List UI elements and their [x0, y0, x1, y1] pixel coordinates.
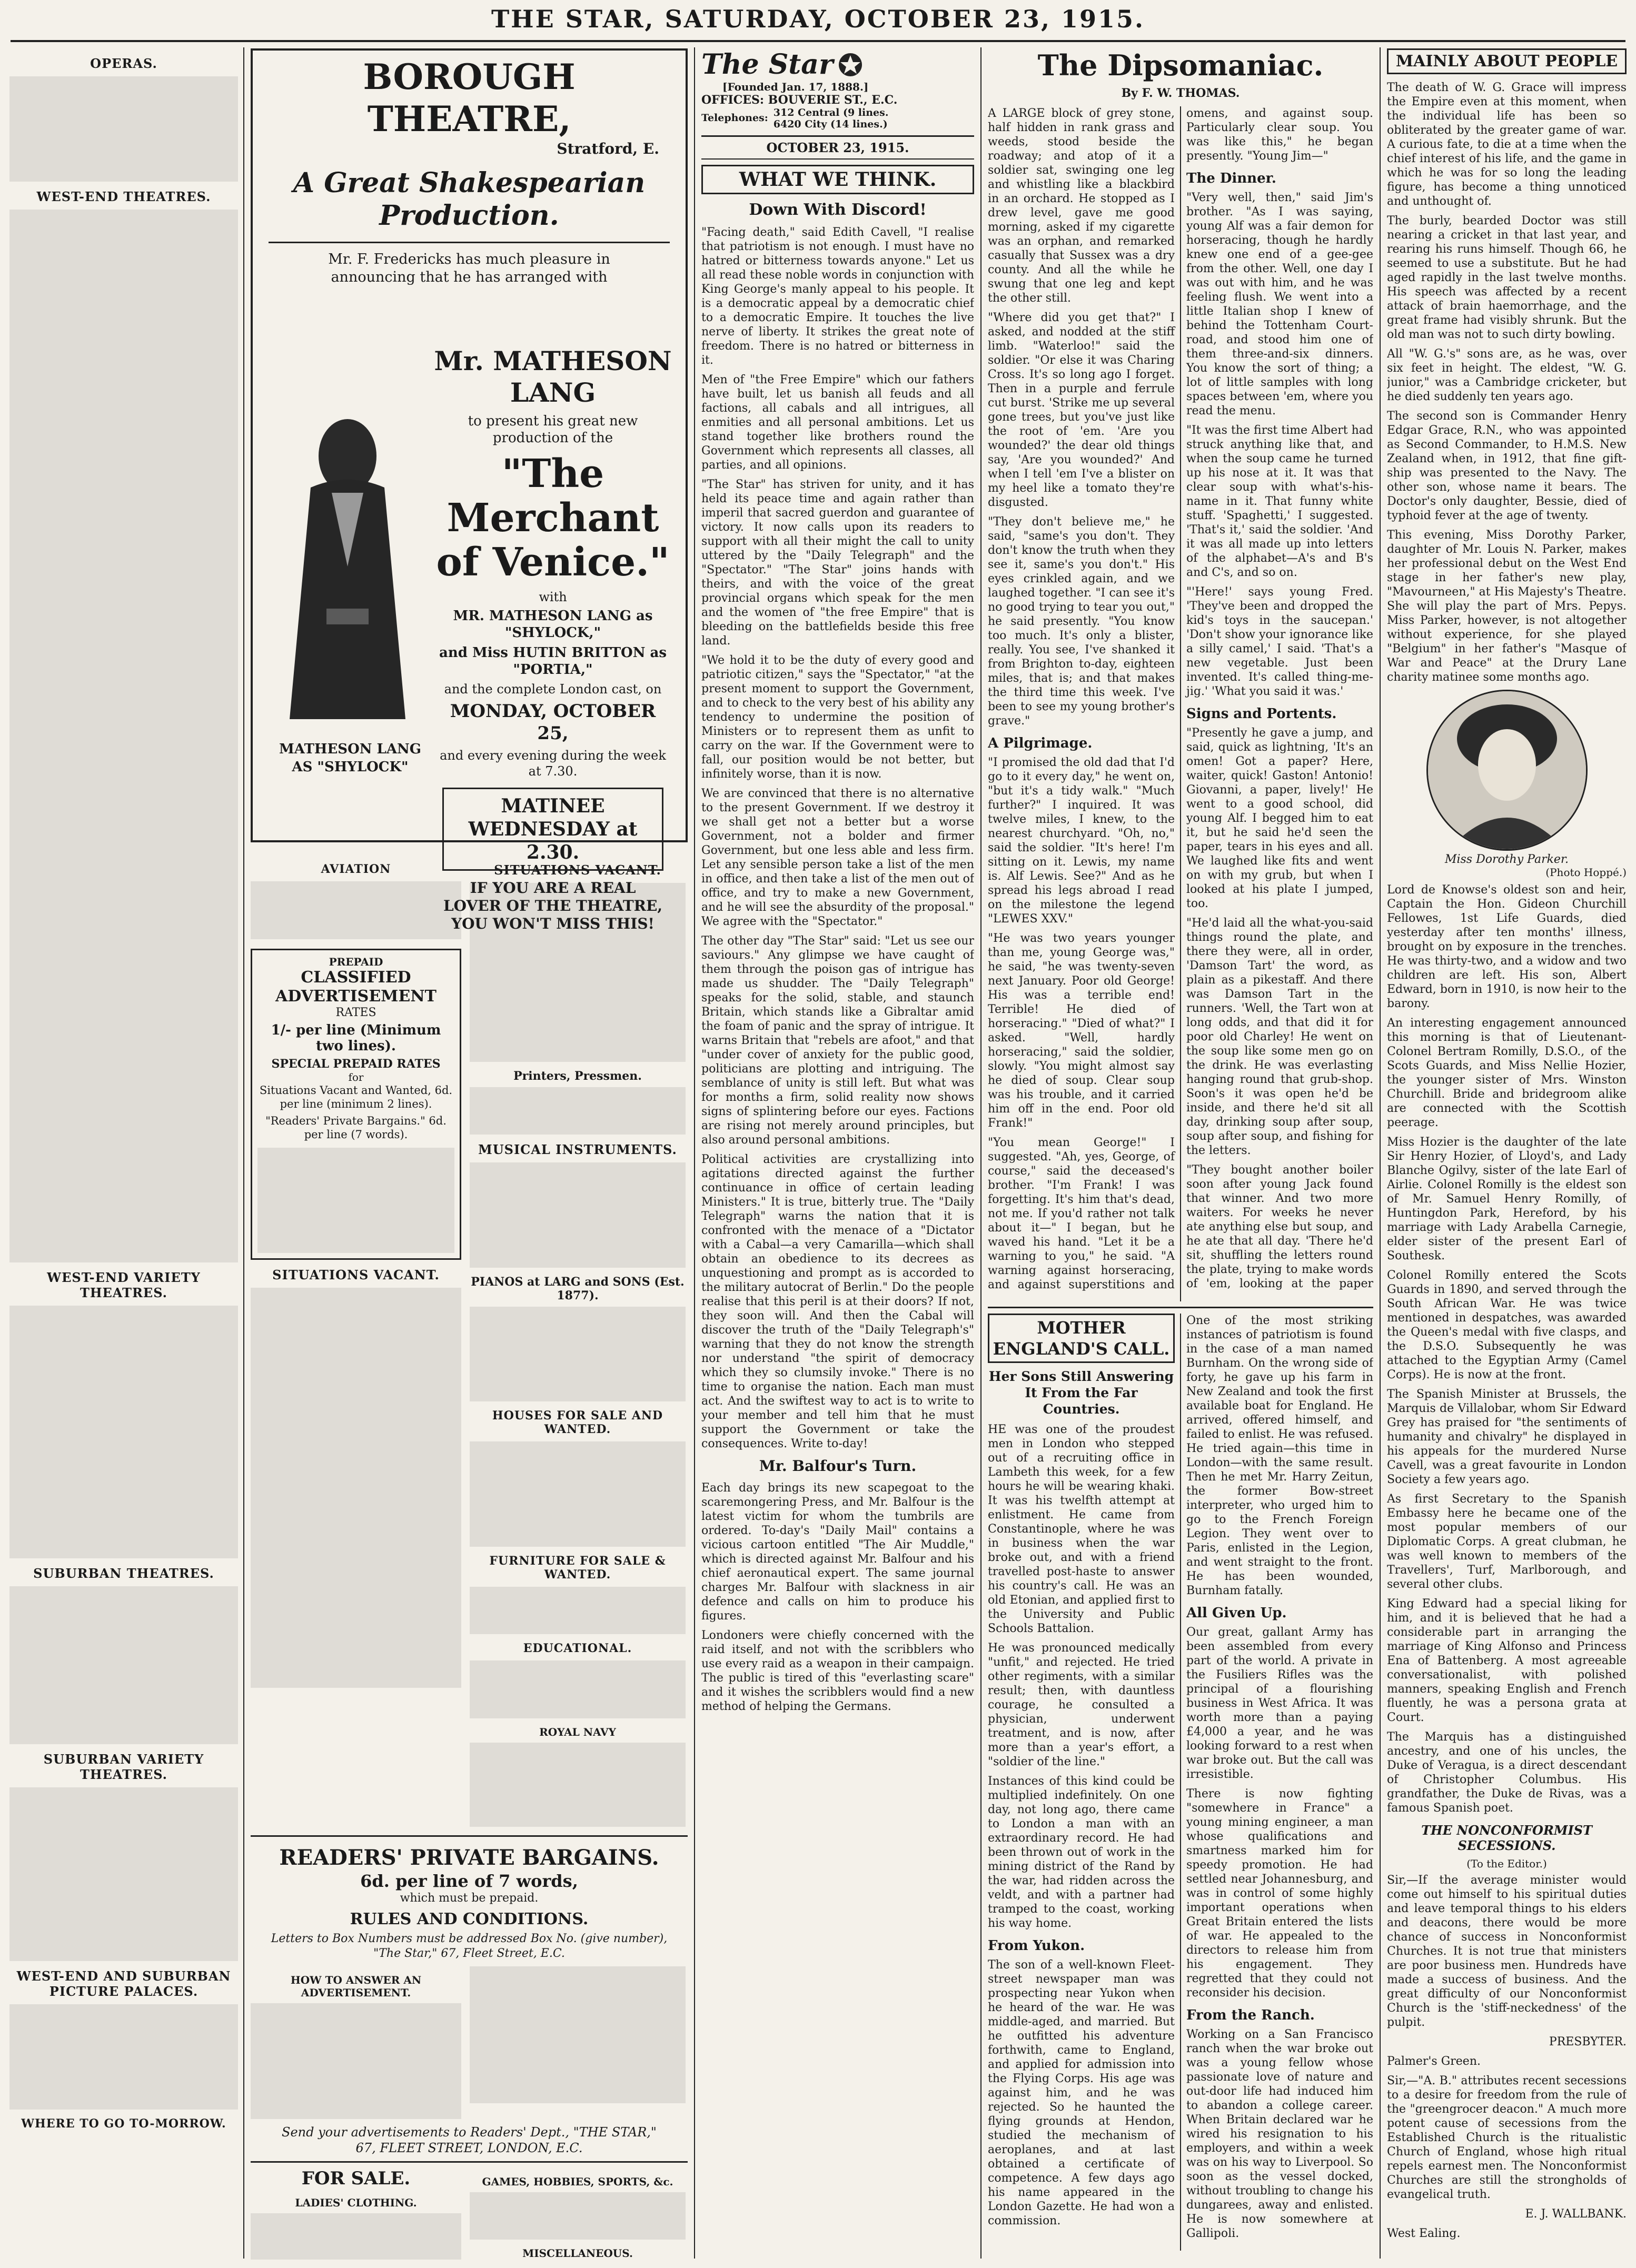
- editorial-paragraph: "The Star" has striven for unity, and it has held its peace time and again rather than imperil that sacred guerdon and guarantee of victory. It now calls upon its readers to support with all their might the call to unity uttered by the "Daily Telegraph" and the "Spectator." "The Star" joins hands with theirs, and with the voice of the great provincial organs which speak for the men and the women of "the free Empire" that is bleeding on the battlefields beside this free land.: [701, 478, 974, 648]
- classified-block: [257, 1148, 454, 1253]
- dipso-paragraph: "You mean George!" I suggested. "Ah, yes, George, of course," said the deceased's brother. "I'm Frank! I was forgetting. It's him that's dead, not me. If you'd rather not talk about it—" I began, but he waved his hand. "Let it be a warning to you," he said. "A warning against horseracing, and against superstitions and omens, and against soup. Particularly clear soup. You was like this," he began presently. "Young Jim—": [988, 107, 1373, 1291]
- signs-subheading: Signs and Portents.: [1186, 706, 1337, 722]
- people-paragraph: Lord de Knowse's oldest son and heir, Captain the Hon. Gideon Churchill Fellowes, 1st Life Guards, died yesterday after ten months' illness, brought on by exposure in the trenches. He was thirty-two, and a widow and two children are left. His son, Albert Edward, born in 1910, is now heir to the barony.: [1387, 883, 1627, 1010]
- dipso-paragraph: A LARGE block of grey stone, half hidden in rank grass and weeds, stood beside the roadway; and atop of it a soldier sat, swinging one leg and whistling like a blackbird in an orchard. He stopped as I drew level, gave me good morning, asked if my cigarette was an orphan, and remarked casually that Sussex was a dry county. And all the while he swung that one leg and kept the other still.: [988, 107, 1175, 305]
- star-telephones: Telephones:: [701, 112, 768, 124]
- mother-paragraph: The son of a well-known Fleet-street newspaper man was prospecting near Yukon when he heard of the war. He was middle-aged, and married. But he outfitted his adventure forthwith, came to England, and applied for admission into the Flying Corps. His age was against him, and he was rejected. So he haunted the flying grounds at Hendon, studied the mechanism of aeroplanes, and at last obtained a certificate of competence. A few days ago his name appeared in the London Gazette. He had won a commission.: [988, 1958, 1175, 2227]
- pilgrimage-subheading: A Pilgrimage.: [988, 735, 1093, 751]
- people-column: [1387, 48, 1627, 2260]
- dipso-paragraph: "He was two years younger than me, young George was," he said, "he was twenty-seven next January. Poor old George! His was a terrible end! Terrible! He died of horseracing." "Died of what?" I asked. "Well, hardly horseracing," said the soldier, slowly. "You might almost say he died of soup. Clear soup was his trouble, and it carried him off in the end. Poor old Frank!": [988, 932, 1175, 1130]
- star-tel2: 6420 City (14 lines.): [773, 118, 888, 130]
- ladies-heading: LADIES' CLOTHING.: [295, 2196, 417, 2209]
- editorial-paragraph: Each day brings its new scapegoat to the scaremongering Press, and Mr. Balfour is the latest victim for whom the tumbrils are ordered. To-day's "Daily Mail" contains a vicious cartoon entitled "The Air Muddle," which is directed against Mr. Balfour and his chief aeronautical expert. The same journal charges Mr. Balfour with slackness in air defence and calls on him to produce his figures.: [701, 1481, 974, 1623]
- borough-intro: Mr. F. Fredericks has much pleasure in announcing that he has arranged with: [328, 251, 610, 285]
- dipso-paragraph: "Presently he gave a jump, and said, quick as lightning, 'It's an omen! Got a paper? Here, waiter, quick! Gaston! Antonio! Giovanni, a paper, lively!' He went to a good school, did young Alf. I begged him to eat it, but he said he'd seen the paper, tears in his eyes and all. We laughed like fits and went on with my grub, but when I looked at his plate I jumped, too.: [1186, 727, 1373, 910]
- letter-signature: E. J. WALLBANK.: [1525, 2207, 1627, 2221]
- shylock-caption: MATHESON LANG AS "SHYLOCK": [279, 741, 421, 775]
- mainly-about-people-heading: MAINLY ABOUT PEOPLE: [1387, 48, 1627, 74]
- classified-block: [470, 1087, 686, 1135]
- operas-heading: OPERAS.: [90, 56, 157, 71]
- mother-paragraph: There is now fighting "somewhere in France" a young mining engineer, a man whose qualifications and smartness marked him for speedy promotion. He had settled near Johannesburg, and was in control of some highly important operations when Great Britain entered the lists of war. He appealed to the directors to release him from his engagement. They regretted that they could not reconsider his decision.: [1186, 1787, 1373, 2000]
- borough-matinee: MATINEE WEDNESDAY at 2.30.: [442, 788, 663, 871]
- nonconformist-to-editor: (To the Editor.): [1466, 1857, 1547, 1870]
- classified-block: [470, 1307, 686, 1401]
- mother-paragraph: HE was one of the proudest men in London who stepped out of a recruiting office in Lambeth this week, for a few hours he will be wearing khaki. It was his twelfth attempt at enlistment. He came from Constantinople, where he was in business when the war broke out, and with a friend travelled post-haste to answer his country's call. He was an old Etonian, and applied first to the University and Public Schools Battalion.: [988, 1423, 1175, 1635]
- borough-tagline: A Great Shakespearian Production.: [293, 167, 646, 232]
- people-paragraph: This evening, Miss Dorothy Parker, daughter of Mr. Louis N. Parker, makes her professional debut on the West End stage in her father's new play, "Mavourneen," at His Majesty's Theatre. She will play the part of Mrs. Pepys. Miss Parker, however, is not altogether without experience, for she played "Belgium" in her father's "Masque of War and Peace" at the Drury Lane charity matinee some months ago.: [1387, 529, 1627, 684]
- send-note: Send your advertisements to Readers' Dept., "THE STAR," 67, FLEET STREET, LONDON, E.C.: [282, 2125, 657, 2155]
- people-paragraph: Colonel Romilly entered the Scots Guards in 1890, and served through the South African War. He was twice mentioned in despatches, was awarded the Queen's medal with five clasps, and the D.S.O. Subsequently he was attached to the Egyptian Army (Camel Corps). He is now at the front.: [1387, 1269, 1627, 1381]
- people-paragraph: As first Secretary to the Spanish Embassy here he became one of the most popular members of our Diplomatic Corps. A great clubman, he was well known to members of the Travellers', Turf, Marlborough, and several other clubs.: [1387, 1493, 1627, 1591]
- letters-note: Letters to Box Numbers must be addressed Box No. (give number), "The Star," 67, Fleet Street, E.C.: [271, 1932, 668, 1960]
- rules-heading: RULES AND CONDITIONS.: [350, 1910, 589, 1928]
- ad-divider: [269, 242, 670, 243]
- listing-block: [9, 210, 238, 1262]
- borough-title: BOROUGH THEATRE,: [363, 56, 576, 140]
- dipso-paragraph: "Where did you get that?" I asked, and nodded at the stiff limb. "Waterloo!" said the soldier. "Or else it was Charing Cross. It's so long ago I forget. Then in a purple and ferrule cut burst. 'Strike me up several gone trees, but you've just like the root of 'em. 'Are you wounded?' the dear old things say, 'Are you wounded?' And when I tell 'em I've a blister on my heel like a tomato they're disgusted.: [988, 311, 1175, 509]
- column-rule: [243, 47, 244, 2259]
- picture-palaces-heading: WEST-END AND SUBURBAN PICTURE PALACES.: [16, 1968, 231, 1999]
- suburban-variety-heading: SUBURBAN VARIETY THEATRES.: [43, 1752, 204, 1782]
- suburban-theatres-heading: SUBURBAN THEATRES.: [33, 1566, 214, 1581]
- what-we-think-heading: WHAT WE THINK.: [701, 165, 974, 194]
- dipso-title: The Dipsomaniac.: [1037, 48, 1324, 82]
- people-paragraph: The burly, bearded Doctor was still nearing a cricket in that last year, and rearing his runs himself. Though 66, he seemed to use a substitute. But he had aged rapidly in the last twelve months. His speech was affected by a recent attack of brain haemorrhage, and the great frame had visibly shrunk. But the old man was not to such dirty bowling.: [1387, 214, 1627, 341]
- for-sale-rule: [251, 2161, 688, 2163]
- star-offices: OFFICES: BOUVERIE ST., E.C.: [701, 93, 898, 107]
- star-tel1: 312 Central (9 lines.: [773, 107, 889, 118]
- bargains-prepaid-note: which must be prepaid.: [400, 1892, 539, 1905]
- classified-block: [470, 2192, 686, 2240]
- people-paragraph: An interesting engagement announced this morning is that of Lieutenant-Colonel Bertram Romilly, D.S.O., of the Scots Guards, and Miss Nellie Hozier, the younger sister of Mrs. Winston Churchill. Bride and bridegroom alike are connected with the Scottish peerage.: [1387, 1017, 1627, 1129]
- yukon-subheading: From Yukon.: [988, 1938, 1085, 1954]
- borough-lover: IF YOU ARE A REAL LOVER OF THE THEATRE, YOU WON'T MISS THIS!: [443, 879, 663, 932]
- mother-paragraph: Our great, gallant Army has been assembled from every part of the world. A private in the Fusiliers Rifles was the principal of a flourishing business in West Africa. It was worth more than a paying £4,000 a year, and he was looking forward to a rest when war broke out. But the call was irresistible.: [1186, 1626, 1373, 1781]
- classified-block: [470, 1587, 686, 1634]
- letter-place: West Ealing.: [1387, 2227, 1461, 2240]
- editorial-paragraph: Political activities are crystallizing into agitations directed against the further continuance in office of certain leading Ministers." It is true, bitterly true. The "Daily Telegraph" warns the nation that it is confronted with the menace of a "Dictator with a Cabal—a very Camarilla—which shall obtain an obedience to its decrees as unquestioning and prompt as is accorded to the military autocrat of Berlin." Do the people realise that this peril is at their doors? If not, they soon will. And then the Cabal will discover the truth of the "Daily Telegraph's" warning that they do not know the strength nor understand "the spirit of democracy which they so clumsily invoke." There is no time to organise the nation. Each man must act. And the swiftest way to act is to write to your member and tell him that he must support the Government or take the consequences. Write to-day!: [701, 1153, 974, 1450]
- bargains-rate-box: "Readers' Private Bargains." 6d. per line (7 words).: [265, 1115, 447, 1141]
- borough-date: MONDAY, OCTOBER 25,: [450, 701, 656, 744]
- classified-block: [251, 2003, 461, 2119]
- tomorrow-heading: WHERE TO GO TO-MORROW.: [21, 2117, 226, 2131]
- ranch-subheading: From the Ranch.: [1186, 2007, 1315, 2023]
- pianos-heading: PIANOS at LARG and SONS (Est. 1877).: [471, 1275, 685, 1302]
- dipso-paragraph: "Very well, then," said Jim's brother. "As I was saying, young Alf was a fair demon for horseracing, though he hardly knew one end of a gee-gee from the other. Well, one day I was out with him, and he was feeling flush. We went into a little Italian shop I knew of behind the Tottenham Court-road, and stood him one of them three-and-six dinners. You know the sort of thing; a lot of little samples with long spaces between 'em, where you read the menu.: [1186, 191, 1373, 417]
- shylock-figure: [269, 409, 427, 724]
- editorial-paragraph: Men of "the Free Empire" which our fathers have built, let us banish all feuds and all factions, all cabals and all intrigues, all enmities and all personal ambitions. Let us stand together like brothers round the Government which represents all classes, all parties, and all opinions.: [701, 373, 974, 472]
- letter-place: Palmer's Green.: [1387, 2055, 1481, 2068]
- listing-block: [9, 1306, 238, 1558]
- per-line: 1/- per line (Minimum two lines).: [271, 1022, 441, 1054]
- mother-rule: [988, 1307, 1373, 1308]
- people-paragraph: Miss Hozier is the daughter of the late Sir Henry Hozier, of Lloyd's, and Lady Blanche Ogilvy, sister of the late Earl of Airlie. Colonel Romilly is the eldest son of Mr. Samuel Henry Romilly, of Huntingdon Park, Hereford, by his marriage with Lady Arabella Carnegie, elder sister of the present Earl of Southesk.: [1387, 1136, 1627, 1262]
- dipso-paragraph: "I promised the old dad that I'd go to it every day," he went on, "but it's a tidy walk." "Much further?" I inquired. It was twelve miles, I knew, to the nearest churchyard. "Oh, no," said the soldier. "It's here! I'm sitting on it. Lewis, my name is. Alf Lewis. See?" And as he spread his legs abroad I read on the milestone the legend "LEWES XXV.": [988, 756, 1175, 926]
- situations-vacant-heading-2: SITUATIONS VACANT.: [494, 862, 661, 878]
- listing-block: [9, 1787, 238, 1961]
- theatre-listings-column: [9, 48, 238, 2260]
- listing-block: [9, 2004, 238, 2110]
- balfour-subheading: Mr. Balfour's Turn.: [759, 1457, 917, 1475]
- classified-block: [470, 1660, 686, 1718]
- aviation-heading: AVIATION: [321, 862, 391, 876]
- editorial-column: [701, 48, 974, 2260]
- editorial-paragraph: The other day "The Star" said: "Let us see our saviours." Any glimpse we have caught of them through the poison gas of intrigue has made us shudder. The "Daily Telegraph" speaks for the solid, stable, and staunch Britain, which stands like a Gibraltar amid the foam of panic and the spray of intrigue. It warns Britain that "rebels are afoot," and that "under cover of anxiety for the public good, politicians are plotting and intriguing. The semblance of unity is still left. But what was for months a firm, solid reality now shows signs of splintering before our eyes. Factions are rising not merely around principles, but also around personal ambitions.: [701, 934, 974, 1147]
- star-title: The Star: [701, 48, 834, 81]
- special-rates: SPECIAL PREPAID RATES: [271, 1057, 441, 1071]
- column-rule: [980, 47, 981, 2259]
- dipso-paragraph: "He'd laid all the what-you-said things round the plate, and there they were, all in order, 'Damson Tart' the word, as plain as a pikestaff. And there was Damson Tart in the runners. 'Well, the Tart won at long odds, and that did it for poor old Charley! He went on the soup like some men go on the drink. He was everlasting hanging round that grub-shop. Soon's it was open he'd be inside, and there he'd sit all day, drinking soup after soup, soup after soup, and fishing for the letters.: [1186, 917, 1373, 1157]
- situations-vacant-heading: SITUATIONS VACANT.: [272, 1267, 440, 1282]
- masthead-text: THE STAR, SATURDAY, OCTOBER 23, 1915.: [491, 5, 1145, 33]
- editorial-paragraph: We are convinced that there is no alternative to the present Government. If we destroy it we shall get not a better but a worse Government, not a bolder and firmer Government, but one less able and less firm. Let any sensible person take a list of the men in office, and then take a list of the men out of office, and try to make a new Government, and he will see the absurdity of the proposal." We agree with the "Spectator.": [701, 787, 974, 928]
- star-head-rule: [701, 135, 974, 137]
- westend-theatres-heading: WEST-END THEATRES.: [36, 189, 211, 204]
- star-emblem-icon: [837, 52, 864, 78]
- people-paragraph: All "W. G.'s" sons are, as he was, over six feet in height. The eldest, "W. G. junior," was a Cambridge cricketer, but he died suddenly ten years ago.: [1387, 347, 1627, 403]
- houses-heading: HOUSES FOR SALE AND WANTED.: [492, 1409, 663, 1436]
- games-heading: GAMES, HOBBIES, SPORTS, &c.: [482, 2175, 673, 2188]
- classified-block: [470, 1743, 686, 1827]
- how-to-answer-heading: HOW TO ANSWER AN ADVERTISEMENT.: [290, 1974, 422, 1999]
- furniture-heading: FURNITURE FOR SALE & WANTED.: [489, 1554, 666, 1581]
- people-paragraph: The second son is Commander Henry Edgar Grace, R.N., who was appointed as Second Commander, to H.M.S. New Zealand when, in 1912, that fine gift-ship was presented to the Navy. The other son, whose name it bears. The Doctor's only daughter, Bessie, died of typhoid fever at the age of twenty.: [1387, 410, 1627, 522]
- borough-evening: and every evening during the week at 7.30.: [440, 748, 666, 779]
- star-date-rule: [701, 158, 974, 160]
- mother-paragraph: He was pronounced medically "unfit," and rejected. He tried other regiments, with a similar result; then, with dauntless courage, he consulted a physician, underwent treatment, and is now, after more than a year's effort, a "soldier of the line.": [988, 1642, 1175, 1768]
- editorial-paragraph: "We hold it to be the duty of every good and patriotic citizen," says the "Spectator," "at the present moment to support the Government, and to check to the very best of his ability any tendency to undermine the position of Ministers or to represent them as unfit to carry on the war. If the Government were to fall, our position would be not better, but infinitely worse, than it is now.: [701, 654, 974, 781]
- educational-heading: EDUCATIONAL.: [523, 1642, 632, 1655]
- prepaid-label: PREPAID: [329, 956, 383, 968]
- borough-with: with: [539, 590, 567, 604]
- dipso-paragraph: "They bought another boiler soon after young Jack found that winner. And two more waiters. For weeks he never ate anything else but soup, and he ate that all day. 'There he'd sit, shuffling the letters round the plate, trying to make words of 'em, looking at the paper: [1186, 1163, 1373, 1290]
- borough-place: Stratford, E.: [557, 140, 659, 157]
- star-date: OCTOBER 23, 1915.: [766, 140, 909, 155]
- listing-block: [9, 1586, 238, 1744]
- column-rule: [694, 47, 695, 2259]
- column-rule: [1380, 47, 1381, 2259]
- royal-navy-heading: ROYAL NAVY: [539, 1726, 616, 1738]
- borough-present: to present his great new production of the: [468, 413, 638, 446]
- mother-paragraph: Instances of this kind could be multiplied indefinitely. On one day, not long ago, there came to London a man with an extraordinary record. He had been thrown out of work in the mining district of the Rand by the war, had ridden across the veldt, and with a partner had tramped to the coast, working his way home.: [988, 1775, 1175, 1930]
- all-given-up-subheading: All Given Up.: [1186, 1605, 1287, 1621]
- misc-heading: MISCELLANEOUS.: [522, 2247, 633, 2260]
- editorial-subheading: Down With Discord!: [749, 201, 927, 219]
- dinner-subheading: The Dinner.: [1186, 171, 1276, 186]
- masthead: [0, 0, 1636, 38]
- dipso-byline: By F. W. THOMAS.: [1121, 86, 1240, 100]
- editorial-paragraph: "Facing death," said Edith Cavell, "I realise that patriotism is not enough. I must have no hatred or bitterness towards anyone." Let us all read these noble words in conjunction with King George's manly appeal to his people. It is a democratic appeal by a democratic chief to a democratic Empire. It touches the live nerve of liberty. It strikes the great note of freedom. There is no hatred or bitterness in it.: [701, 226, 974, 367]
- classified-block: [470, 1966, 686, 2103]
- portrait-credit: (Photo Hoppé.): [1545, 866, 1627, 879]
- printers-heading: Printers, Pressmen.: [513, 1069, 642, 1083]
- borough-cast1: MR. MATHESON LANG as "SHYLOCK,": [453, 608, 653, 641]
- bargains-heading: READERS' PRIVATE BARGAINS.: [279, 1845, 659, 1870]
- people-paragraph: The death of W. G. Grace will impress the Empire even at this moment, when the individual life has been so obliterated by the greater game of war. A curious fate, to die at a time when the chief interest of his life, and the game in which he was for so long the leading figure, has become a thing unnoticed and unthought of.: [1387, 81, 1627, 208]
- shylock-figure-icon: [269, 409, 427, 724]
- borough-play: "The Merchant of Venice.": [436, 451, 670, 585]
- letter-paragraph: Sir,—"A. B." attributes recent secessions to a desire for freedom from the rule of the "greengrocer deacon." A much more potent cause of secessions from the Established Church is the ritualistic Church of England, whose high ritual repels earnest men. The Nonconformist Churches are still the strongholds of evangelical truth.: [1387, 2074, 1627, 2201]
- portrait-icon: [1428, 691, 1586, 849]
- rates-label: RATES: [335, 1006, 376, 1019]
- borough-cast2: and Miss HUTIN BRITTON as "PORTIA,": [439, 645, 667, 678]
- for-label: for: [348, 1071, 364, 1083]
- borough-cast3: and the complete London cast, on: [444, 682, 662, 697]
- musical-heading: MUSICAL INSTRUMENTS.: [478, 1142, 677, 1157]
- portrait-caption: Miss Dorothy Parker.: [1444, 853, 1569, 866]
- portrait-frame: [1426, 690, 1588, 851]
- mother-england-heading: MOTHER ENGLAND'S CALL.: [988, 1314, 1175, 1363]
- listing-block: [9, 76, 238, 182]
- bargains-rule: [251, 1835, 688, 1837]
- bargains-rate: 6d. per line of 7 words,: [360, 1871, 578, 1891]
- mother-paragraph: Working on a San Francisco ranch when the war broke out was a young fellow whose passionate love of nature and out-door life had induced him to abandon a college career. When Britain declared war he wired his resignation to his employers, and within a week was on his way to Liverpool. So soon as the vessel docked, without troubling to change his dungarees, away and enlisted. He is now somewhere at Gallipoli.: [1186, 2028, 1373, 2240]
- classified-block: [470, 1441, 686, 1547]
- nonconformist-heading: THE NONCONFORMIST SECESSIONS.: [1421, 1823, 1592, 1853]
- people-paragraph: The Marquis has a distinguished ancestry, and one of his uncles, the Duke of Veragua, is a direct descendant of Christopher Columbus. His grandfather, the Duke de Rivas, was a famous Spanish poet.: [1387, 1730, 1627, 1815]
- mother-subheading: Her Sons Still Answering It From the Far Countries.: [988, 1369, 1174, 1417]
- features-column: [988, 48, 1373, 2260]
- for-sale-heading: FOR SALE.: [301, 2168, 411, 2189]
- letter-paragraph: Sir,—If the average minister would come out himself to his spiritual duties and leave temporal things to his elders and deacons, there would be more chance of success in Nonconformist Churches. It is not true that ministers are poor business men. Hundreds have made a success of business. And the great difficulty of our Nonconformist Church is the 'stiff-neckedness' of the pulpit.: [1387, 1874, 1627, 2029]
- classified-block: [470, 1162, 686, 1268]
- masthead-rule: [11, 40, 1625, 42]
- situations-rate: Situations Vacant and Wanted, 6d. per line (minimum 2 lines).: [259, 1084, 453, 1110]
- dipso-paragraph: "It was the first time Albert had struck anything like that, and when the soup came he turned up his nose at it. It was that clear soup with what's-his-name in it. That funny white stuff. 'Spaghetti,' I suggested. 'That's it,' said the soldier. 'And it was all made up into letters of the alphabet—A's and B's and C's, and so on.: [1186, 424, 1373, 579]
- classified-block: [251, 1288, 461, 1688]
- classified-title: CLASSIFIED ADVERTISEMENT: [275, 968, 437, 1006]
- borough-star: Mr. MATHESON LANG: [434, 345, 672, 408]
- classified-block: [251, 2213, 461, 2260]
- classified-block: [251, 881, 461, 939]
- people-paragraph: King Edward had a special liking for him, and it is believed that he had a considerable part in arranging the marriage of King Alfonso and Princess Ena of Battenberg. A most agreeable conversationalist, with polished manners, speaking English and French fluently, he was a persona grata at Court.: [1387, 1597, 1627, 1724]
- classified-block: [470, 883, 686, 1062]
- mother-paragraph: One of the most striking instances of patriotism is found in the case of a man named Burnham. On the wrong side of forty, he gave up his farm in New Zealand and took the first available boat for England. He arrived, offered himself, and failed to enlist. He was refused. He tried again—this time in London—with the same result. Then he met Mr. Harry Zeitun, the former Bow-street interpreter, who urged him to go to the French Foreign Legion. They went over to Paris, enlisted in the Legion, and went straight to the front. He has been wounded, Burnham fatally.: [1186, 1314, 1373, 1597]
- dipso-paragraph: "They don't believe me," he said, "same's you don't. They don't know the truth when they see it, same's you don't." His eyes crinkled again, and we laughed together. "I can see it's no good trying to tear you out," he said presently. "You know too much. It's only a blister, really. You see, I've shanked it from Brighton to-day, eighteen miles, that is; and that makes the third time this week. I've been to see my young brother's grave.": [988, 515, 1175, 728]
- star-founded: [Founded Jan. 17, 1888.]: [722, 81, 869, 93]
- editorial-paragraph: Londoners were chiefly concerned with the raid itself, and not with the scribblers who use every raid as a weapon in their campaign. The public is tired of this "everlasting scare" and it wishes the scribblers would find a new method of helping the Germans.: [701, 1629, 974, 1713]
- classified-rates-box: [251, 949, 461, 1260]
- westend-variety-heading: WEST-END VARIETY THEATRES.: [47, 1270, 201, 1300]
- letter-signature: PRESBYTER.: [1549, 2035, 1627, 2048]
- people-paragraph: The Spanish Minister at Brussels, the Marquis de Villalobar, whom Sir Edward Grey has praised for "the sentiments of humanity and chivalry" he displayed in his appeals for the murdered Nurse Cavell, was a great favourite in London Society a few years ago.: [1387, 1388, 1627, 1486]
- dipso-paragraph: "'Here!' says young Fred. 'They've been and dropped the kid's toys in the saucepan.' 'Don't show your ignorance like a silly camel,' I said. 'That's a new vegetable. Just been invented. It's called thing-me-jig.' 'What you said it was.': [1186, 585, 1373, 698]
- advertisements-column: [251, 48, 688, 2260]
